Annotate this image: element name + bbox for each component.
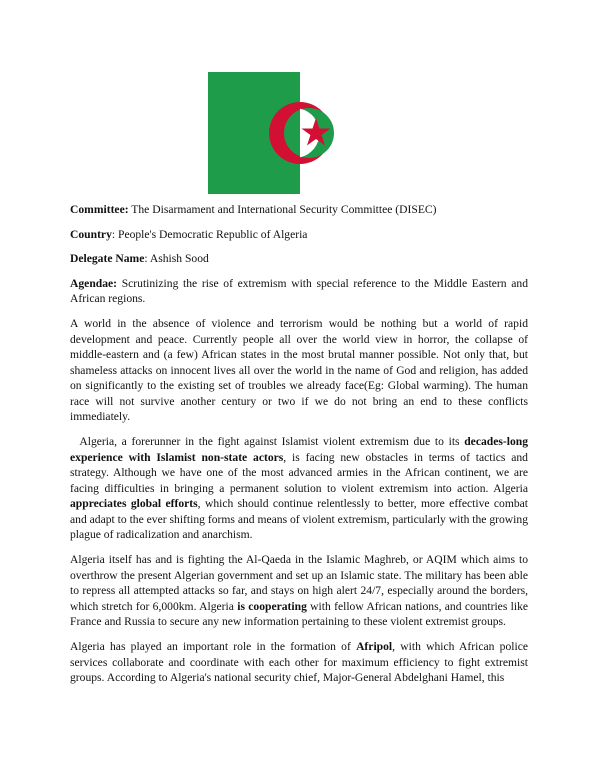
agenda-value: Scrutinizing the rise of extremism with special reference to the Middle Eastern and African regions. xyxy=(70,276,528,305)
body-paragraph-2: Algeria, a forerunner in the fight against Islamist violent extremism due to its decades-long experience with Islamist non-state actors, is facing new obstacles in terms of tactics and strategy. Although we have one of the most advanced armies in the African continent, we are facing difficulties in bringing a permanent solution to violent extremism into action. Algeria appreciates global efforts, which should continue relentlessly to better, more effective combat and adapt to the ever shifting forms and means of violent extremism, particularly with the growing plague of radicalization and anarchism. xyxy=(70,435,529,541)
body-paragraph-1: A world in the absence of violence and terrorism would be nothing but a world of rapid development and peace. Currently people all over the world view in horror, the collapse of middle-eastern and (a few) African states in the most brutal manner possible. Not only that, but shameless attacks on innocent lives all over the world in the name of God and religion, has added on significantly to the existing set of troubles we already face(Eg: Global warming). The human race will not survive another century or two if we do not bring an end to these conflicts immediately. xyxy=(70,317,528,423)
delegate-label: Delegate Name xyxy=(70,252,145,265)
country-label: Country xyxy=(70,227,112,241)
delegate-line xyxy=(70,251,528,267)
algeria-flag-icon xyxy=(208,72,392,194)
document-body xyxy=(70,202,528,695)
agenda-paragraph xyxy=(70,276,528,307)
delegate-value: : Ashish Sood xyxy=(144,252,209,265)
body-paragraph-3: Algeria itself has and is fighting the Al-Qaeda in the Islamic Maghreb, or AQIM which aims to overthrow the present Algerian government and set up an Islamic state. The military has been able to repress all attempted attacks so far, and stays on high alert 24/7, especially around the borders, which stretch for 6,000km. Algeria is cooperating with fellow African nations, and countries like France and Russia to secure any new information pertaining to these violent extremist groups. xyxy=(70,553,529,628)
emphasis-text: appreciates global efforts xyxy=(70,497,198,510)
country-line xyxy=(70,227,528,243)
emphasis-text: Afripol xyxy=(356,640,393,653)
body-paragraph-4: Algeria has played an important role in the formation of Afripol, with which African police services collaborate and coordinate with each other for maximum efficiency to fight extremist groups. According to Algeria's national security chief, Major-General Abdelghani Hamel, this xyxy=(70,640,529,684)
agenda-label: Agendae: xyxy=(70,276,118,290)
committee-line xyxy=(70,202,528,218)
country-value: : People's Democratic Republic of Algeria xyxy=(111,227,308,241)
emphasis-text: decades-long experience with Islamist non-state actors xyxy=(70,435,528,464)
committee-value: The Disarmament and International Security Committee (DISEC) xyxy=(131,203,437,216)
committee-label: Committee: xyxy=(70,203,129,216)
emphasis-text: is cooperating xyxy=(237,599,307,613)
